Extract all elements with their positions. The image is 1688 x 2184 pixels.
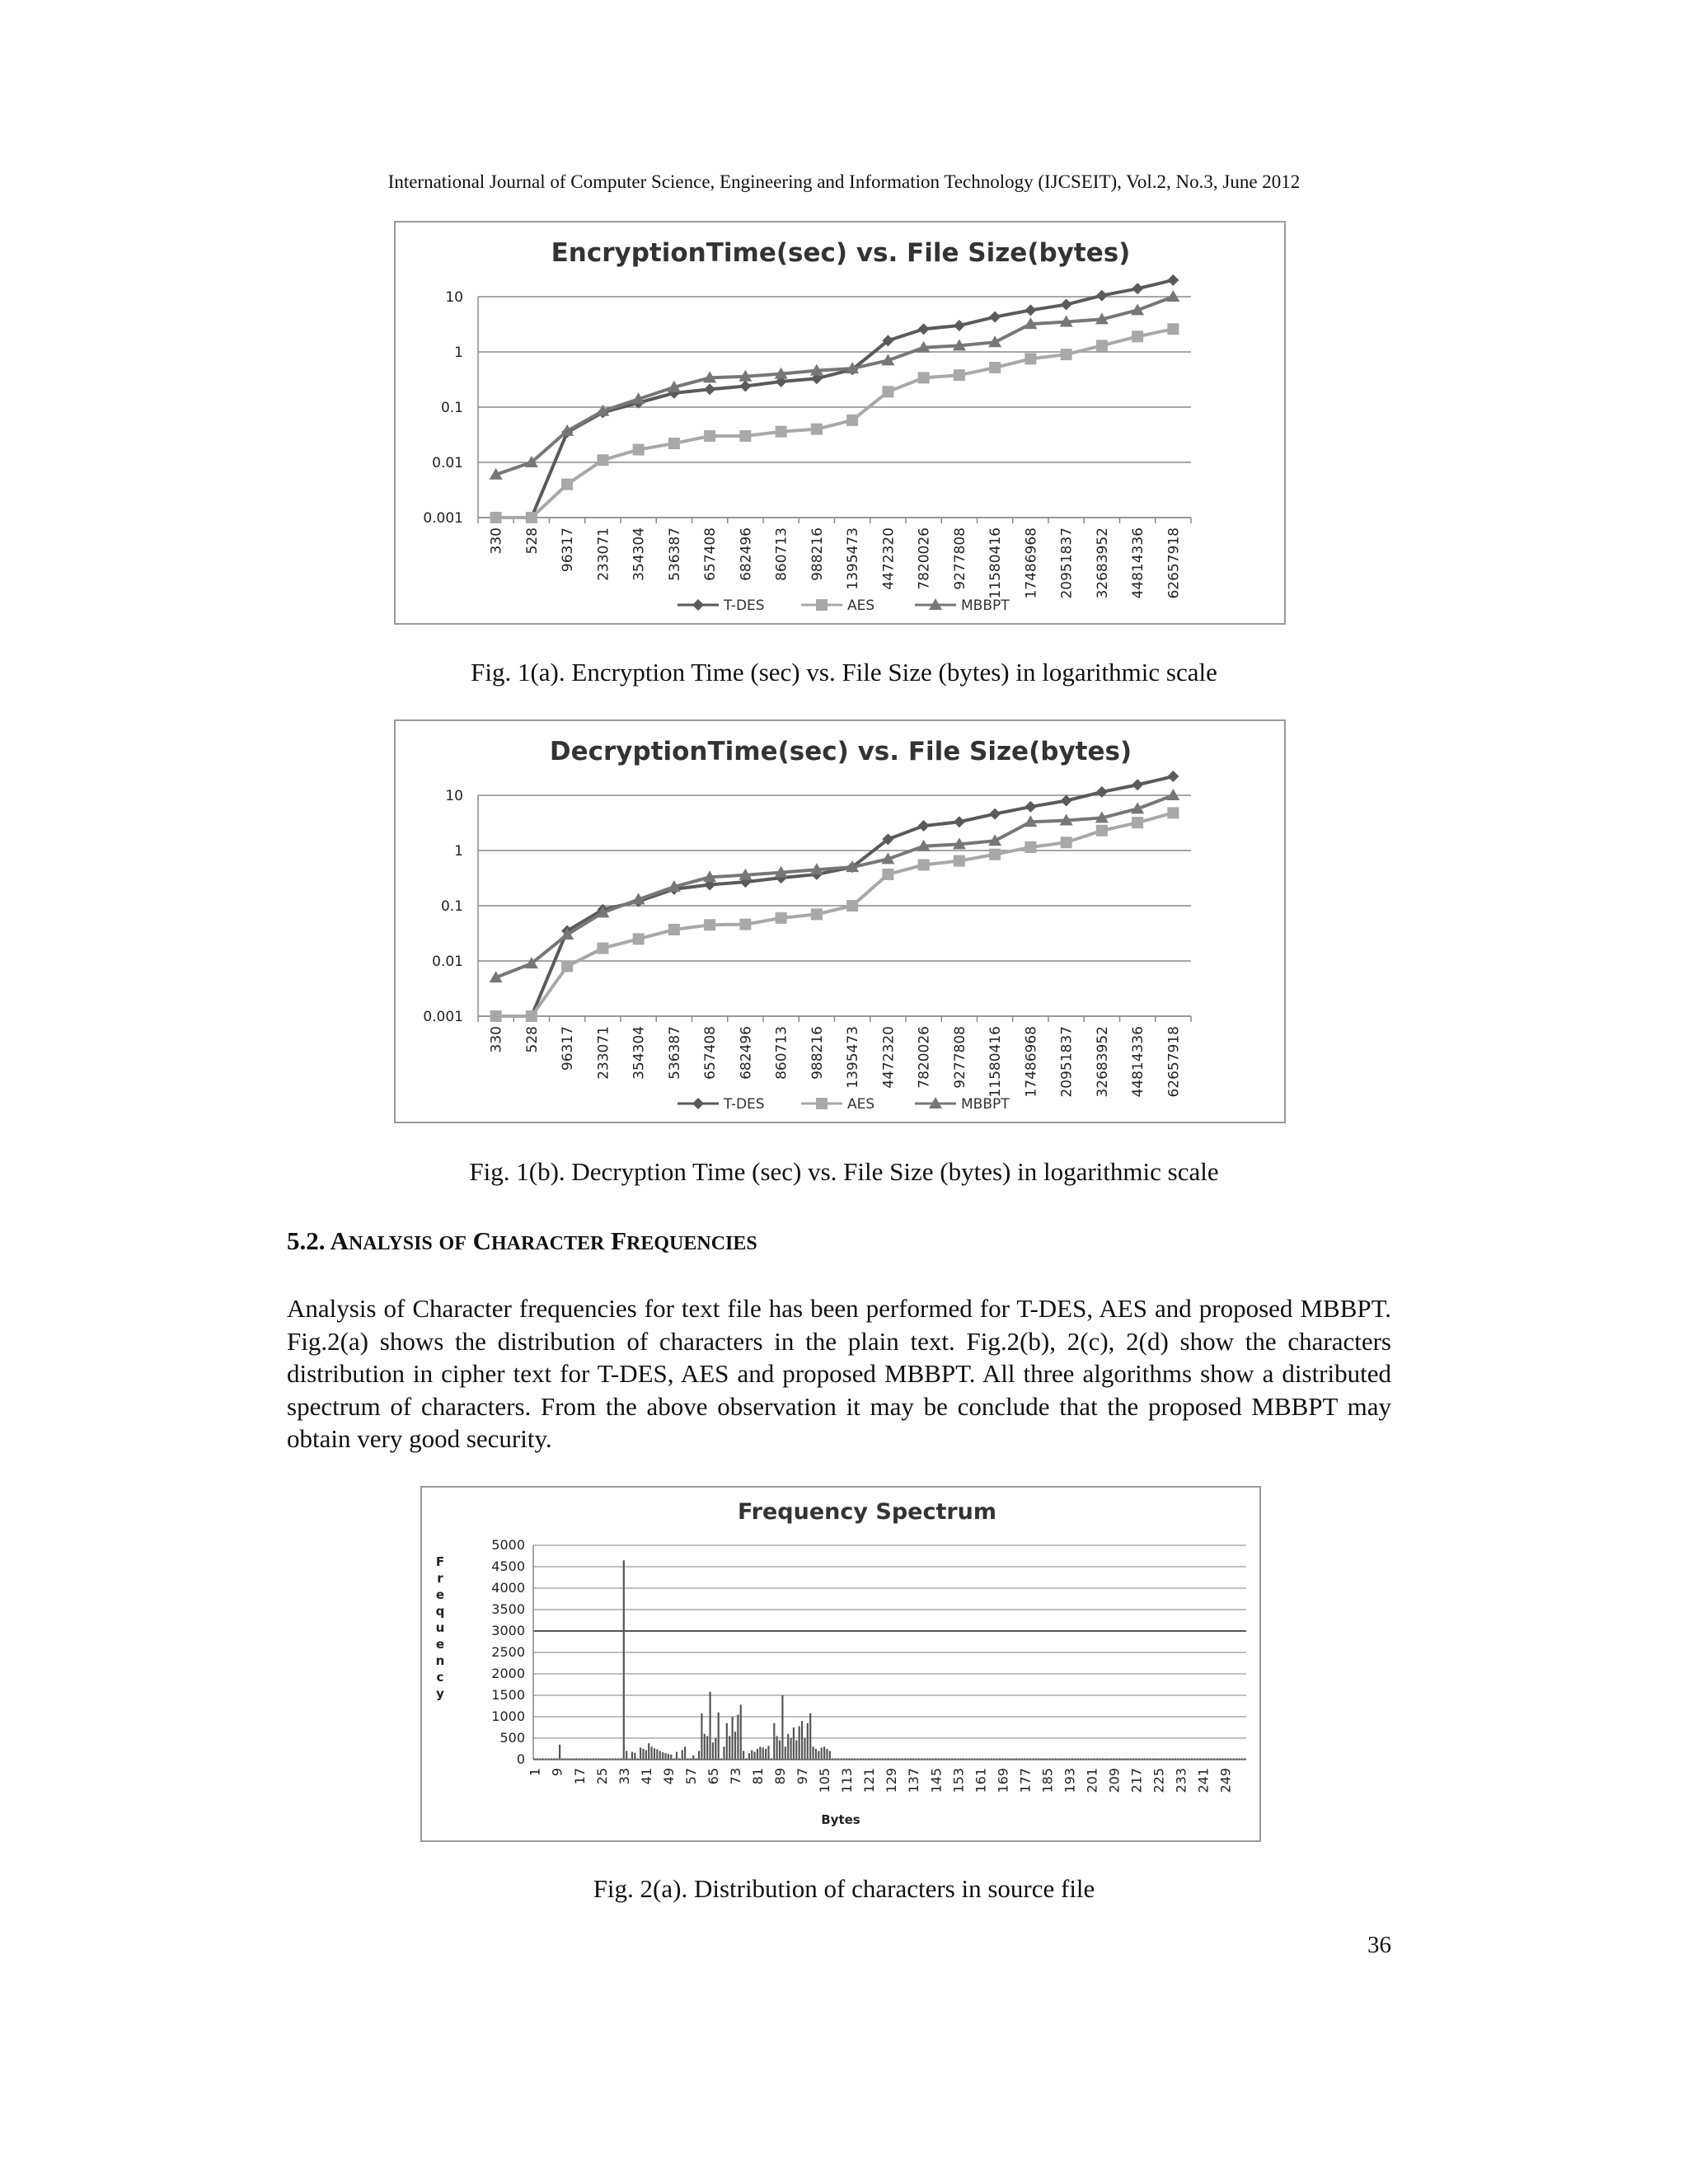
data-point-aes	[1061, 349, 1072, 360]
y-axis-title-letter: q	[435, 1604, 445, 1619]
x-tick-label: 113	[839, 1768, 856, 1793]
x-tick-label: 17	[571, 1768, 588, 1785]
data-point-t-des	[1061, 794, 1072, 806]
section-title-word: CHARACTER	[472, 1226, 605, 1255]
x-tick-label: 1	[527, 1768, 543, 1777]
data-point-aes	[633, 933, 645, 944]
figure-caption-1a: Fig. 1(a). Encryption Time (sec) vs. File Size (bytes) in logarithmic scale	[471, 658, 1217, 687]
bar	[737, 1714, 738, 1760]
data-point-aes	[597, 943, 608, 954]
data-point-t-des	[1025, 304, 1036, 316]
x-tick-label: 249	[1217, 1768, 1234, 1793]
y-tick-label: 1500	[491, 1687, 525, 1703]
legend-label: AES	[847, 598, 875, 614]
x-tick-label: 32683952	[1094, 527, 1111, 599]
bar	[723, 1746, 724, 1760]
legend-label: T-DES	[724, 598, 765, 614]
y-tick-label: 1	[454, 843, 463, 860]
x-tick-label: 528	[523, 527, 541, 555]
y-tick-label: 5000	[491, 1537, 525, 1553]
y-tick-label: 4500	[491, 1558, 525, 1574]
data-point-aes	[561, 479, 573, 490]
bar	[640, 1747, 641, 1760]
section-title-word: ANALYSIS	[330, 1226, 433, 1255]
figure-caption-1b: Fig. 1(b). Decryption Time (sec) vs. File Size (bytes) in logarithmic scale	[469, 1157, 1219, 1186]
x-tick-label: 33	[616, 1768, 632, 1785]
bar	[709, 1692, 710, 1760]
y-axis-title-letter: y	[436, 1686, 444, 1701]
y-tick-label: 1	[454, 344, 463, 361]
bar	[712, 1742, 714, 1760]
x-tick-label: 354304	[631, 527, 648, 581]
running-head: International Journal of Computer Science, Engineering and Information Technology (IJCSEIT), Vol.2, No.3, June 2012	[387, 171, 1301, 192]
legend-label: MBBPT	[961, 598, 1010, 614]
data-point-aes	[526, 1010, 537, 1022]
x-tick-label: 89	[772, 1768, 789, 1785]
data-point-aes	[1061, 837, 1072, 848]
y-axis-title-letter: n	[435, 1653, 445, 1668]
data-point-aes	[811, 908, 823, 920]
data-point-t-des	[1096, 786, 1108, 798]
x-tick-label: 20951837	[1058, 527, 1076, 599]
data-point-t-des	[704, 383, 715, 395]
data-point-t-des	[1167, 274, 1179, 286]
bar	[826, 1749, 828, 1760]
bar	[631, 1752, 633, 1760]
data-point-t-des	[918, 820, 930, 832]
bar	[765, 1749, 767, 1760]
bar	[682, 1750, 683, 1760]
x-tick-label: 44814336	[1130, 1026, 1147, 1098]
x-tick-label: 201	[1084, 1768, 1100, 1793]
x-tick-label: 73	[727, 1768, 743, 1785]
x-tick-label: 20951837	[1058, 1026, 1076, 1098]
x-tick-label: 9	[549, 1768, 565, 1777]
bar	[704, 1734, 706, 1760]
section-heading	[287, 1226, 757, 1256]
x-tick-label: 217	[1128, 1768, 1145, 1793]
x-tick-label: 169	[995, 1768, 1011, 1793]
x-tick-label: 330	[488, 1026, 505, 1053]
y-axis-title-letter: e	[435, 1637, 445, 1652]
x-tick-label: 988216	[809, 527, 826, 581]
bar	[642, 1749, 644, 1760]
x-tick-label: 233071	[595, 527, 612, 581]
bar	[692, 1755, 694, 1760]
y-tick-label: 0.01	[432, 455, 463, 471]
data-point-aes	[1025, 353, 1036, 364]
data-point-aes	[954, 855, 965, 867]
x-tick-label: 41	[638, 1768, 654, 1785]
y-tick-label: 10	[445, 788, 463, 804]
data-point-t-des	[989, 312, 1001, 323]
x-tick-label: 62657918	[1165, 527, 1183, 599]
x-tick-label: 4472320	[880, 527, 898, 590]
x-tick-label: 354304	[631, 1026, 648, 1080]
bar	[762, 1747, 764, 1760]
bar	[773, 1723, 775, 1760]
y-tick-label: 4000	[491, 1580, 525, 1596]
bar	[759, 1746, 761, 1760]
x-tick-label: 860713	[773, 1026, 790, 1080]
bar	[740, 1704, 742, 1760]
bar	[718, 1713, 720, 1760]
x-tick-label: 330	[488, 527, 505, 555]
x-tick-label: 96317	[560, 1026, 577, 1071]
data-point-t-des	[1167, 771, 1179, 782]
bar	[676, 1752, 678, 1760]
y-tick-label: 0.1	[440, 400, 463, 416]
data-point-aes	[1167, 807, 1179, 818]
body-paragraph: Analysis of Character frequencies for text file has been performed for T-DES, AES and proposed MBBPT. Fig.2(a) shows the distribution of characters in the plain text. Fig.2(b), 2(c), 2(d) show the characters distribution in cipher text for T-DES, AES and proposed MBBPT. All three algorithms show a distributed spectrum of characters. From the above observation it may be conclude that the proposed MBBPT may obtain very good security.	[287, 1294, 1391, 1453]
data-point-aes	[1096, 340, 1108, 351]
y-tick-label: 0.001	[423, 510, 463, 527]
data-point-aes	[989, 849, 1001, 860]
legend-marker	[816, 599, 828, 611]
y-tick-label: 3500	[491, 1601, 525, 1617]
x-tick-label: 177	[1017, 1768, 1034, 1793]
legend-label: AES	[847, 1096, 875, 1113]
data-point-aes	[1132, 330, 1143, 342]
data-point-aes	[882, 386, 893, 397]
bar	[809, 1713, 811, 1760]
x-tick-label: 4472320	[880, 1026, 898, 1089]
series-line-t-des	[496, 280, 1174, 518]
y-tick-label: 0.1	[440, 898, 463, 915]
x-tick-label: 1395473	[845, 1026, 862, 1089]
data-point-t-des	[739, 381, 751, 392]
legend-marker	[692, 599, 704, 611]
data-point-aes	[490, 512, 502, 523]
bar	[701, 1713, 702, 1760]
bar	[812, 1746, 814, 1760]
bar	[559, 1745, 560, 1760]
bar	[823, 1746, 825, 1760]
legend-marker	[692, 1098, 704, 1109]
x-tick-label: 536387	[666, 1026, 683, 1080]
bar	[815, 1749, 817, 1760]
data-point-aes	[846, 900, 858, 912]
bar	[651, 1746, 653, 1760]
decryption-time-chart-svg	[396, 721, 1284, 1122]
data-point-t-des	[989, 808, 1001, 820]
data-point-aes	[739, 430, 751, 442]
data-point-aes	[668, 438, 680, 449]
x-tick-label: 225	[1151, 1768, 1167, 1793]
frequency-spectrum-chart	[420, 1486, 1261, 1842]
data-point-aes	[633, 444, 645, 456]
data-point-aes	[1132, 817, 1143, 828]
x-tick-label: 233	[1173, 1768, 1189, 1793]
x-tick-label: 121	[861, 1768, 878, 1793]
y-axis-title-letter: u	[435, 1620, 445, 1635]
x-tick-label: 682496	[738, 527, 755, 581]
data-point-aes	[882, 869, 893, 880]
frequency-spectrum-chart-svg	[422, 1488, 1259, 1840]
bar	[754, 1752, 756, 1760]
bar	[729, 1736, 730, 1760]
x-tick-label: 105	[817, 1768, 833, 1793]
bar	[715, 1738, 716, 1760]
bar	[804, 1738, 805, 1760]
bar	[668, 1754, 669, 1760]
x-tick-label: 17486968	[1023, 1026, 1040, 1098]
x-tick-label: 657408	[702, 1026, 720, 1080]
bar	[767, 1746, 769, 1760]
bar	[706, 1736, 708, 1760]
data-point-aes	[668, 924, 680, 935]
data-point-t-des	[1132, 779, 1143, 790]
data-point-aes	[561, 960, 573, 972]
data-point-aes	[989, 362, 1001, 373]
chart-title: DecryptionTime(sec) vs. File Size(bytes)	[549, 737, 1132, 766]
data-point-aes	[704, 430, 715, 442]
data-point-aes	[490, 1010, 502, 1022]
data-point-aes	[1025, 841, 1036, 853]
data-point-aes	[1167, 323, 1179, 335]
bar	[634, 1753, 635, 1760]
bar	[829, 1751, 831, 1760]
bar	[654, 1748, 655, 1760]
bar	[648, 1743, 649, 1760]
x-tick-label: 44814336	[1130, 527, 1147, 599]
y-tick-label: 500	[499, 1730, 525, 1746]
x-tick-label: 145	[928, 1768, 945, 1793]
x-tick-label: 209	[1106, 1768, 1123, 1793]
section-title-word: OF	[438, 1233, 467, 1254]
x-tick-label: 65	[705, 1768, 721, 1785]
x-tick-label: 7820026	[916, 1026, 933, 1089]
data-point-aes	[597, 454, 608, 466]
x-tick-label: 17486968	[1023, 527, 1040, 599]
bar	[801, 1721, 803, 1760]
legend-marker	[816, 1098, 828, 1109]
bar	[659, 1751, 661, 1760]
y-axis-title-letter: r	[437, 1571, 443, 1586]
y-tick-label: 0.001	[423, 1009, 463, 1025]
x-tick-label: 11580416	[987, 1026, 1005, 1098]
data-point-aes	[954, 369, 965, 381]
data-point-aes	[1096, 825, 1108, 837]
y-tick-label: 3000	[491, 1623, 525, 1638]
x-tick-label: 49	[660, 1768, 677, 1785]
data-point-aes	[526, 512, 537, 523]
bar	[779, 1741, 781, 1760]
legend-label: MBBPT	[961, 1096, 1010, 1113]
x-tick-label: 62657918	[1165, 1026, 1183, 1098]
x-axis-title: Bytes	[821, 1812, 860, 1827]
y-tick-label: 2000	[491, 1666, 525, 1681]
data-point-t-des	[1132, 283, 1143, 294]
encryption-time-chart-svg	[396, 223, 1284, 623]
x-tick-label: 81	[750, 1768, 767, 1785]
bar	[821, 1747, 823, 1760]
bar	[726, 1723, 728, 1760]
x-tick-label: 25	[593, 1768, 610, 1785]
data-point-t-des	[1061, 299, 1072, 311]
x-tick-label: 988216	[809, 1026, 826, 1080]
x-tick-label: 1395473	[845, 527, 862, 590]
bar	[656, 1750, 658, 1760]
bar	[781, 1695, 783, 1760]
x-tick-label: 32683952	[1094, 1026, 1111, 1098]
bar	[793, 1727, 795, 1760]
x-tick-label: 193	[1062, 1768, 1078, 1793]
bar	[684, 1746, 686, 1760]
bar	[795, 1741, 797, 1760]
data-point-aes	[776, 912, 787, 924]
bar	[662, 1752, 663, 1760]
x-tick-label: 9277808	[951, 1026, 968, 1089]
bar	[645, 1750, 647, 1760]
x-tick-label: 137	[906, 1768, 922, 1793]
section-title-word: FREQUENCIES	[611, 1226, 757, 1255]
data-point-aes	[704, 919, 715, 930]
section-number: 5.2.	[287, 1226, 326, 1255]
x-tick-label: 9277808	[951, 527, 968, 590]
x-tick-label: 7820026	[916, 527, 933, 590]
bar	[748, 1753, 750, 1760]
x-tick-label: 161	[973, 1768, 989, 1793]
page-number: 36	[1367, 1932, 1391, 1958]
x-tick-label: 682496	[738, 1026, 755, 1080]
y-tick-label: 1000	[491, 1708, 525, 1724]
bar	[790, 1738, 791, 1760]
y-tick-label: 10	[445, 289, 463, 306]
bar	[776, 1736, 778, 1760]
x-tick-label: 233071	[595, 1026, 612, 1080]
x-tick-label: 57	[682, 1768, 699, 1785]
data-point-aes	[846, 415, 858, 426]
x-tick-label: 96317	[560, 527, 577, 573]
bar	[785, 1746, 786, 1760]
x-tick-label: 241	[1195, 1768, 1212, 1793]
y-axis-title-letter: F	[435, 1554, 445, 1569]
figure-caption-2a: Fig. 2(a). Distribution of characters in source file	[593, 1874, 1095, 1903]
x-tick-label: 536387	[666, 527, 683, 581]
x-tick-label: 153	[950, 1768, 967, 1793]
y-axis-title-letter: e	[435, 1587, 445, 1602]
y-tick-label: 0	[516, 1751, 525, 1767]
encryption-time-chart	[394, 221, 1286, 625]
x-tick-label: 860713	[773, 527, 790, 581]
bar	[787, 1734, 789, 1760]
bar	[818, 1751, 819, 1760]
x-tick-label: 11580416	[987, 527, 1005, 599]
x-tick-label: 657408	[702, 527, 720, 581]
data-point-t-des	[954, 320, 965, 331]
y-axis-title-letter: c	[436, 1670, 444, 1685]
data-point-aes	[918, 859, 930, 870]
bar	[732, 1717, 734, 1760]
decryption-time-chart	[394, 719, 1286, 1123]
x-tick-label: 97	[795, 1768, 811, 1785]
x-tick-label: 528	[523, 1026, 541, 1053]
chart-title: EncryptionTime(sec) vs. File Size(bytes)	[551, 238, 1131, 268]
bar	[626, 1751, 627, 1760]
series-line-t-des	[496, 776, 1174, 1016]
bar	[670, 1755, 672, 1760]
data-point-t-des	[918, 323, 930, 335]
data-point-t-des	[954, 816, 965, 827]
bar	[799, 1726, 800, 1760]
bar	[743, 1751, 744, 1760]
chart-title: Frequency Spectrum	[737, 1499, 997, 1525]
data-point-aes	[739, 919, 751, 930]
bar	[757, 1749, 758, 1760]
bar	[751, 1750, 753, 1760]
legend-label: T-DES	[724, 1096, 765, 1113]
data-point-mbbpt	[1166, 290, 1179, 302]
x-tick-label: 185	[1039, 1768, 1056, 1793]
series-line-mbbpt	[496, 297, 1174, 475]
bar	[623, 1560, 625, 1760]
data-point-t-des	[1096, 290, 1108, 302]
data-point-mbbpt	[1166, 789, 1179, 800]
bar	[734, 1732, 736, 1760]
data-point-t-des	[1025, 801, 1036, 813]
bar	[807, 1723, 809, 1760]
bar	[698, 1751, 700, 1760]
data-point-aes	[811, 424, 823, 435]
data-point-aes	[918, 372, 930, 383]
y-tick-label: 2500	[491, 1644, 525, 1660]
section-title	[331, 1226, 757, 1255]
x-tick-label: 129	[884, 1768, 900, 1793]
data-point-aes	[776, 426, 787, 438]
y-tick-label: 0.01	[432, 954, 463, 970]
bar	[664, 1753, 666, 1760]
